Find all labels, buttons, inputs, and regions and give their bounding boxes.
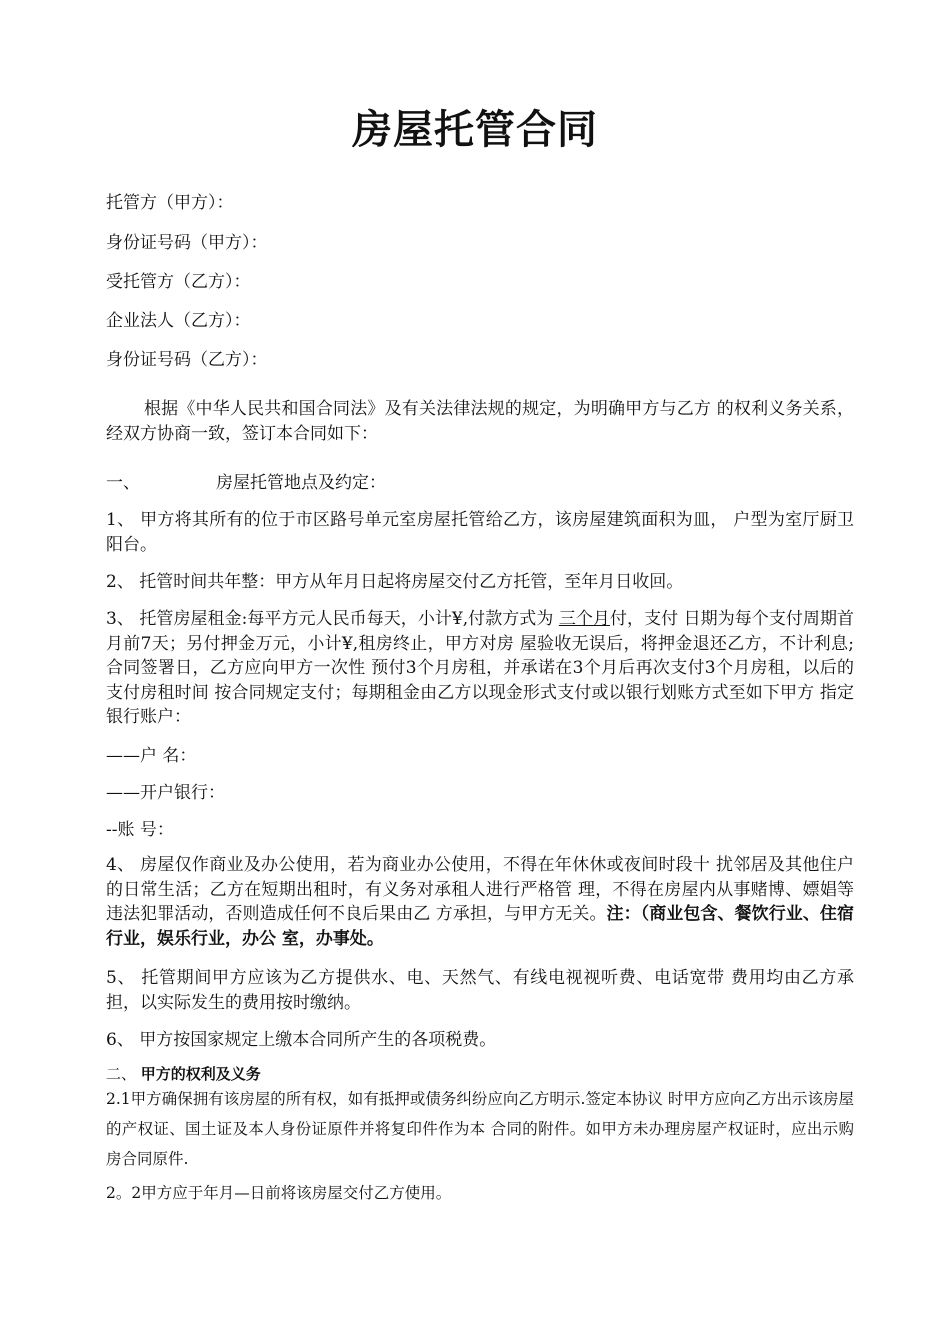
section1-item4 [106, 853, 854, 951]
document-title: 房屋托管合同 [352, 107, 598, 153]
legal-person-field: 企业法人（乙方）： [106, 311, 251, 331]
item4-text: 4、 房屋仅作商业及办公使用，若为商业办公使用，不得在年休休或夜间时段十 扰邻居及其他住户的日常生活；乙方在短期出租时，有义务对承租人进行严格管 理，不得在房屋内从事赌博、嫖娼等违法犯罪活动，否则造成任何不良后果由乙 方承担，与甲方无关。 [106, 855, 854, 924]
section1-item2: 2、 托管时间共年整：甲方从年月日起将房屋交付乙方托管，至年月日收回。 [106, 572, 684, 592]
section1-heading [106, 471, 866, 495]
section1-title: 房屋托管地点及约定： [216, 473, 386, 493]
section1-item1: 1、 甲方将其所有的位于市区路号单元室房屋托管给乙方，该房屋建筑面积为皿， 户型为室厅厨卫阳台。 [106, 510, 854, 555]
section2-number: 二、 [106, 1065, 137, 1083]
section1-item3 [106, 607, 854, 730]
section1-item5: 5、 托管期间甲方应该为乙方提供水、电、天然气、有线电视视听费、电话宽带 费用均由乙方承担，以实际发生的费用按时缴纳。 [106, 968, 854, 1013]
bank-line: ——开户银行： [106, 783, 225, 803]
section2-item1: 2.1甲方确保拥有该房屋的所有权，如有抵押或债务纠纷应向乙方明示.签定本协议 时甲方应向乙方出示该房屋的产权证、国土证及本人身份证原件并将复印件作为本 合同的附件。如甲方未办理房屋产权证时，应出示购房合同原件. [106, 1090, 854, 1168]
trustor-id-field: 身份证号码（甲方）： [106, 233, 268, 253]
item3-text-start: 3、 托管房屋租金:每平方元人民币每天，小计¥,付款方式为 [106, 609, 559, 629]
account-name-line: ——户 名： [106, 746, 197, 766]
intro-paragraph: 根据《中华人民共和国合同法》及有关法律法规的规定，为明确甲方与乙方 的权利义务关系，经双方协商一致，签订本合同如下： [106, 399, 854, 444]
item3-text-end: 付，支付 日期为每个支付周期首月前7天；另付押金万元，小计¥,租房终止，甲方对房 屋验收无误后，将押金退还乙方，不计利息;合同签署日，乙方应向甲方一次性 预付3个月房租，并承诺在3个月后再次支付3个月房租，以后的支付房租时间 按合同规定支付；每期租金由乙方以现金形式支付或以银行划账方式至如下甲方 指定银行账户： [106, 609, 855, 727]
section2-heading [106, 1062, 866, 1086]
section1-item6: 6、 甲方按国家规定上缴本合同所产生的各项税费。 [106, 1030, 497, 1050]
trustee-id-field: 身份证号码（乙方）： [106, 350, 268, 370]
account-number-line: --账 号： [106, 820, 174, 840]
section2-item2: 2。2甲方应于年月—日前将该房屋交付乙方使用。 [106, 1184, 452, 1202]
trustor-field: 托管方（甲方）： [106, 193, 234, 213]
trustee-field: 受托管方（乙方）： [106, 272, 251, 292]
section1-number: 一、 [106, 473, 140, 493]
item4-note: 注：（商业包含、餐饮行业、住宿行业，娱乐行业，办公 室，办事处。 [106, 904, 854, 949]
payment-cycle-underlined: 三个月 [558, 609, 610, 629]
section2-title: 甲方的权利及义务 [140, 1065, 261, 1083]
